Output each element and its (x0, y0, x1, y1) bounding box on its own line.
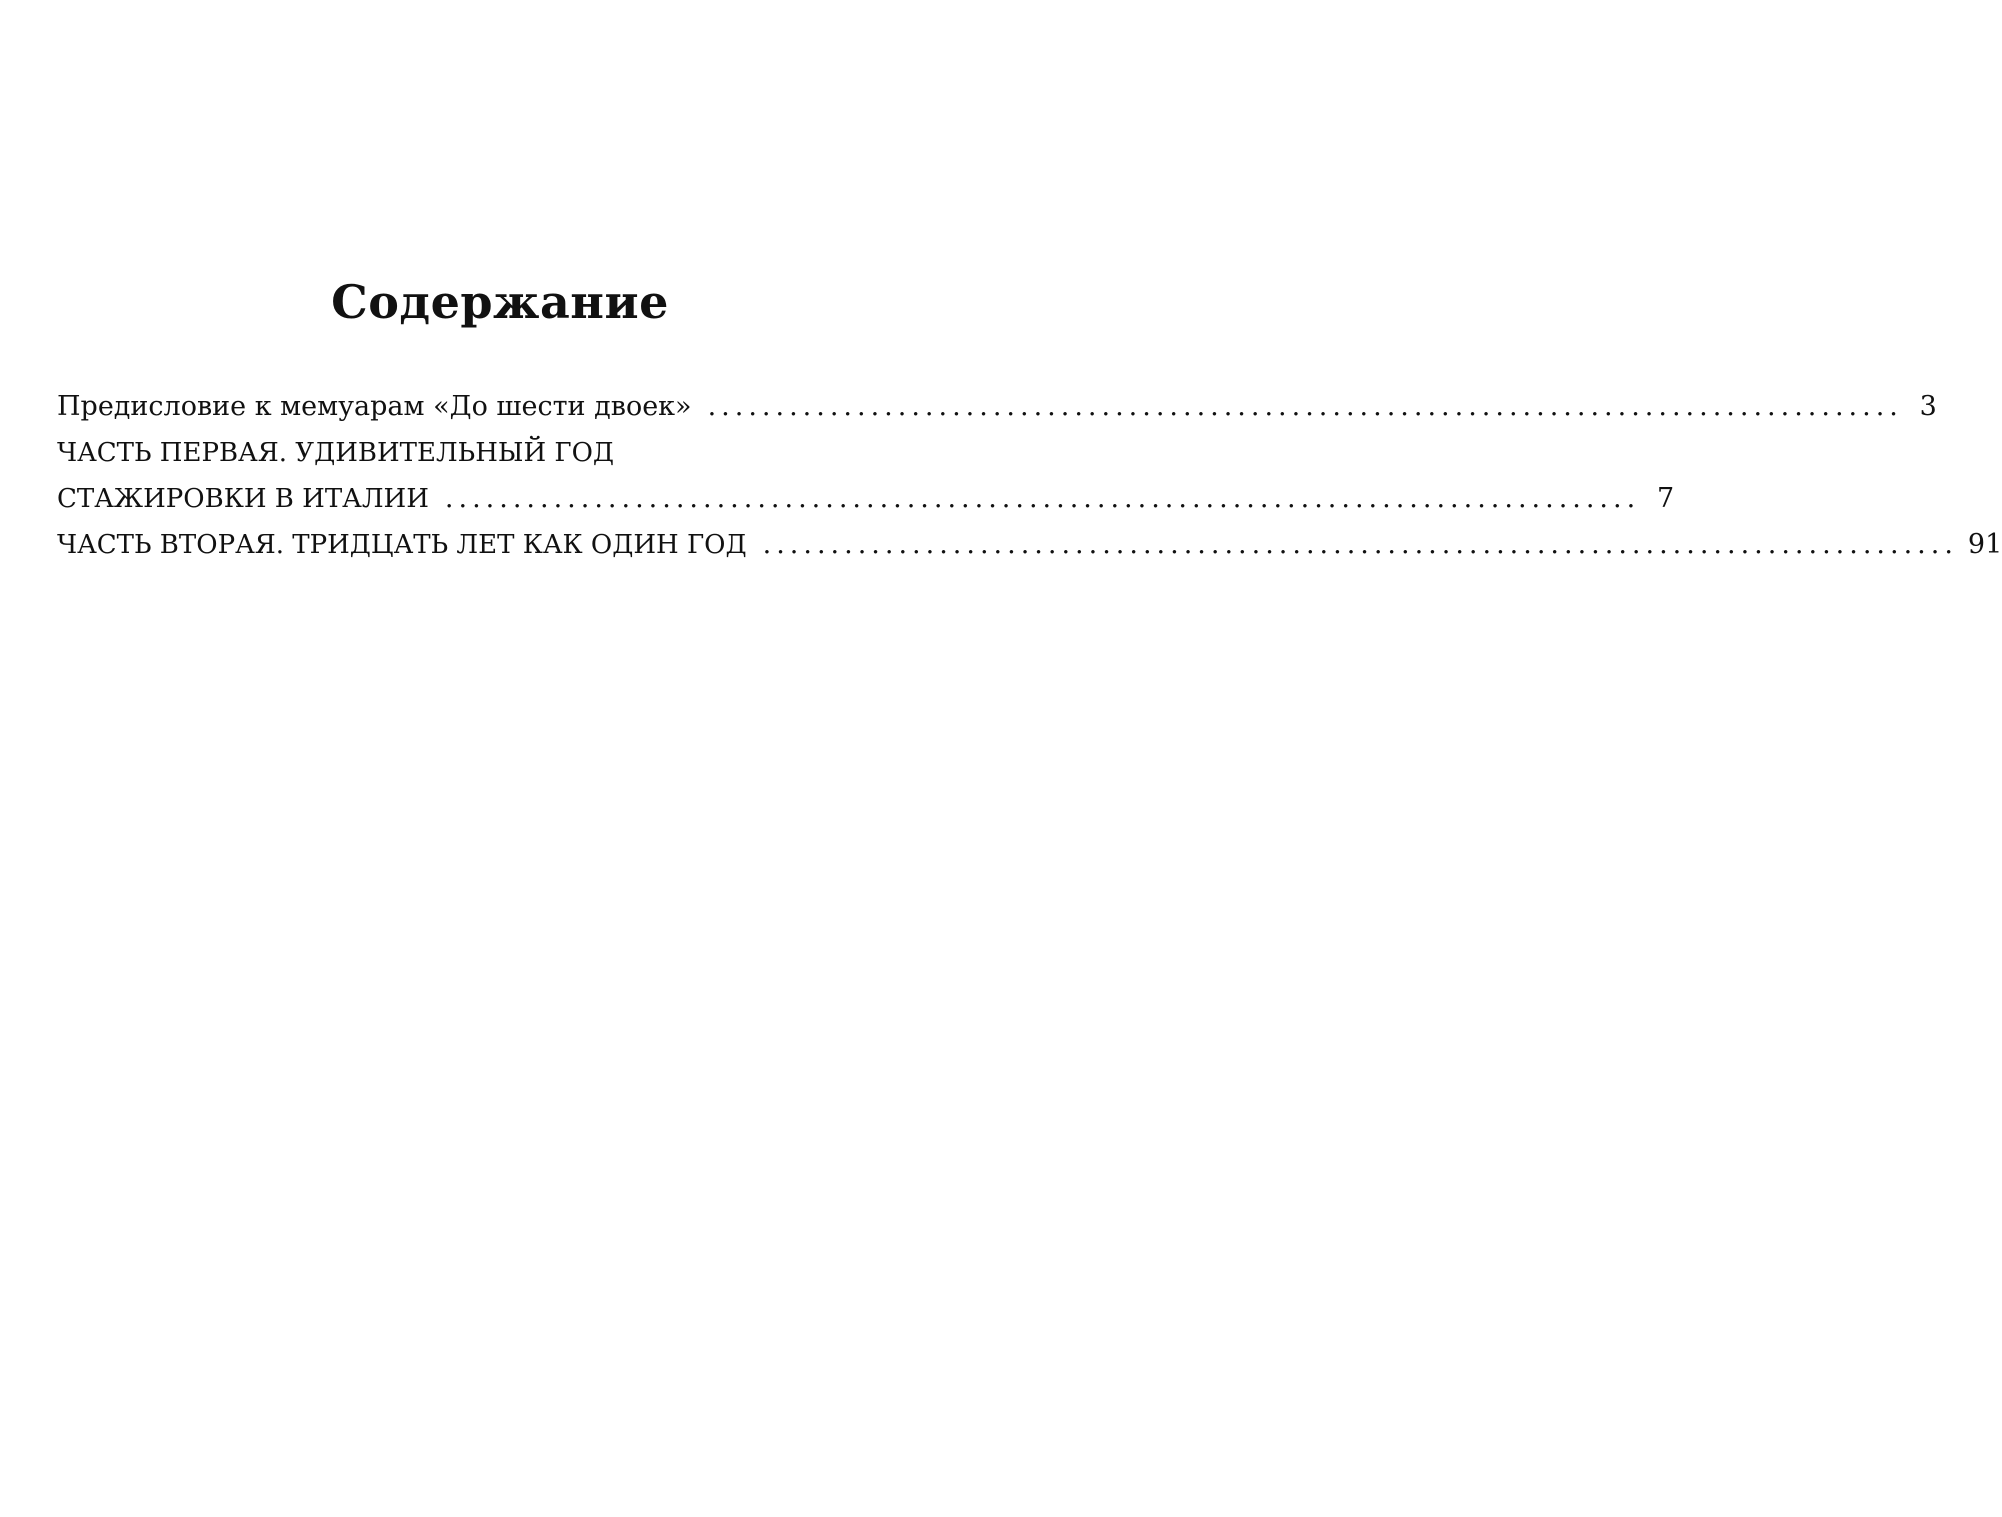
toc-page-number: 91 (1967, 529, 2002, 560)
page-title: Содержание (331, 275, 669, 329)
toc-entry-title: ЧАСТЬ ВТОРАЯ. ТРИДЦАТЬ ЛЕТ КАК ОДИН ГОД (57, 530, 747, 560)
toc-entry-title-continued: СТАЖИРОВКИ В ИТАЛИИ (57, 484, 429, 514)
toc-entry-title: Предисловие к мемуарам «До шести двоек» (57, 391, 692, 422)
toc-page-number: 7 (1657, 483, 1675, 514)
toc-page-number: 3 (1919, 391, 1937, 422)
toc-entry-preface (57, 384, 1937, 430)
toc-entry-part-two (57, 522, 2002, 568)
dot-leader: ........................................................................................ (707, 391, 1903, 422)
toc-entry-part-one (57, 430, 1675, 522)
table-of-contents (57, 384, 2002, 568)
toc-entry-line (57, 430, 876, 476)
toc-entry-line (57, 384, 1937, 430)
toc-entry-line (57, 522, 2002, 568)
dot-leader: ........................................................................................ (762, 529, 1958, 560)
toc-entry-line (57, 476, 1675, 522)
dot-leader: ........................................................................................ (444, 483, 1641, 514)
toc-entry-title: ЧАСТЬ ПЕРВАЯ. УДИВИТЕЛЬНЫЙ ГОД (57, 438, 615, 468)
